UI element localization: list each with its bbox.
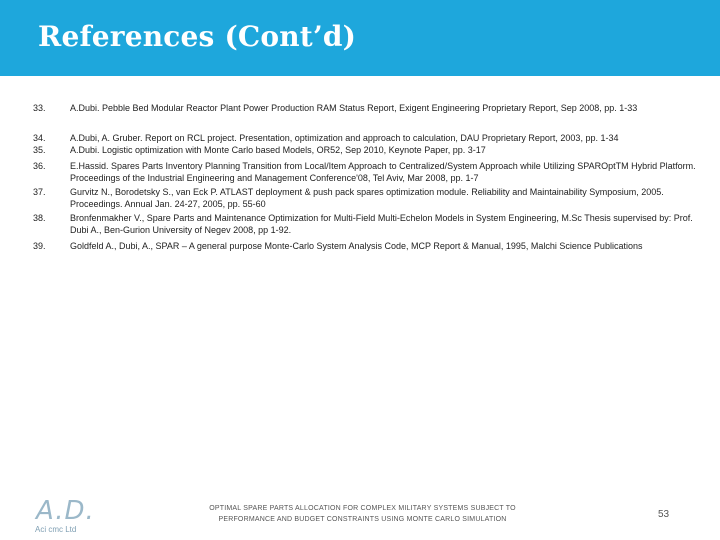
page-number: 53 (658, 509, 670, 520)
reference-number: 35. (33, 145, 46, 155)
reference-number: 37. (33, 187, 46, 197)
logo-mark: A.D. (36, 496, 95, 526)
reference-number: 36. (33, 161, 46, 171)
reference-number: 38. (33, 213, 46, 223)
reference-number: 33. (33, 103, 46, 113)
company-logo (32, 496, 102, 536)
reference-text: E.Hassid. Spares Parts Inventory Planning Transition from Local/Item Approach to Centralized/System Approach while Utilizing SPAROptTM Hybrid Platform. Proceedings of the Industrial Engineering and Management Conference'08, Tel Aviv, Mar 2008, pp. 1-7 (70, 161, 696, 183)
footer-text (180, 504, 545, 525)
reference-number: 39. (33, 241, 46, 251)
reference-text: Bronfenmakher V., Spare Parts and Maintenance Optimization for Multi-Field Multi-Echelon Models in System Engineering, M.Sc Thesis supervised by: Prof. Dubi A., Ben-Gurion University of Negev 2008, pp 1-92. (70, 213, 693, 235)
footer-line-1: OPTIMAL SPARE PARTS ALLOCATION FOR COMPLEX MILITARY SYSTEMS SUBJECT TO (209, 505, 516, 512)
reference-text: A.Dubi. Pebble Bed Modular Reactor Plant Power Production RAM Status Report, Exigent Engineering Proprietary Report, Sep 2008, pp. 1-33 (70, 103, 638, 113)
slide-title: References (Cont’d) (38, 20, 357, 53)
reference-text: A.Dubi. Logistic optimization with Monte Carlo based Models, OR52, Sep 2010, Keynote Paper, pp. 3-17 (70, 145, 486, 155)
reference-text: A.Dubi, A. Gruber. Report on RCL project. Presentation, optimization and approach to calculation, DAU Proprietary Report, 2003, pp. 1-34 (70, 133, 619, 143)
footer-line-2: PERFORMANCE AND BUDGET CONSTRAINTS USING MONTE CARLO SIMULATION (218, 515, 507, 523)
reference-text: Goldfeld A., Dubi, A., SPAR – A general purpose Monte-Carlo System Analysis Code, MCP Report & Manual, 1995, Malchi Science Publications (70, 241, 643, 251)
title-bar (0, 0, 720, 76)
reference-number: 34. (33, 133, 46, 143)
reference-text: Gurvitz N., Borodetsky S., van Eck P. ATLAST deployment & push pack spares optimization module. Reliability and Maintainability Symposium, 2005. Proceedings. Annual Jan. 24-27, 2005, pp. 55-60 (70, 187, 664, 209)
logo-company-name: Aci cmc Ltd (35, 525, 77, 534)
